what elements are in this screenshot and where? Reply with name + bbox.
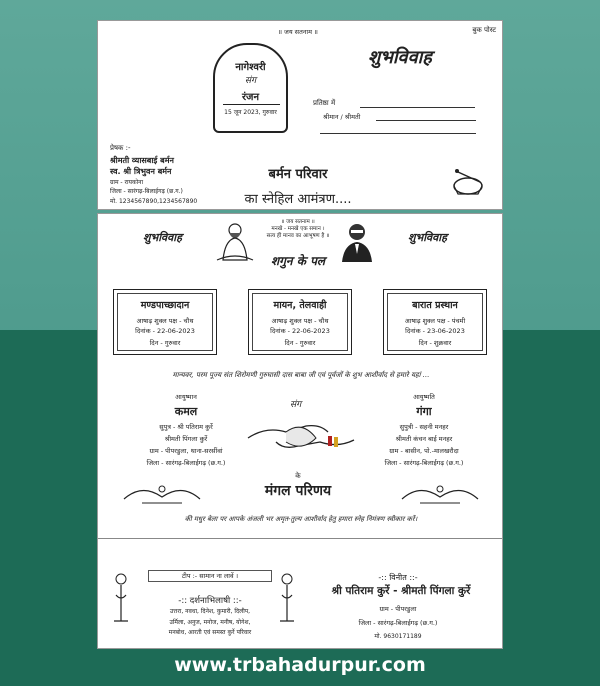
event-line: दिनांक - 22-06-2023 — [270, 327, 330, 335]
event-line: दिन - गुरुवार — [284, 339, 316, 347]
vinit-heading: -:: विनीत ::- — [378, 573, 418, 582]
event-title: मण्डपाच्छादान — [140, 300, 190, 311]
website-url: www.trbahadurpur.com — [174, 654, 426, 676]
vinit-detail: ग्राम - पीपरडुला — [379, 605, 417, 613]
names-line: मनबोध, आरती एवं समस्त कुर्रे परिवार — [168, 629, 252, 636]
darshanabhilashi-names — [138, 607, 282, 639]
nameplate-groom: नागेश्वरी — [235, 62, 266, 73]
sender-label: प्रेषक :- — [110, 144, 131, 152]
groom-detail: जिला - सारंगढ़-बिलाईगढ़ (छ.ग.) — [146, 459, 226, 467]
sender-line: मो. 1234567890,1234567890 — [110, 198, 198, 205]
invitation-card — [97, 213, 503, 649]
pratishtha-label: प्रतिष्ठा में — [313, 99, 336, 107]
address-line-3 — [320, 133, 476, 134]
jay-satnam-bottom: ॥ जय सतनाम ॥ — [281, 219, 315, 225]
vinit-detail: जिला - सारंगढ़-बिलाईगढ़ (छ.ग.) — [358, 619, 438, 627]
shubh-vivah-left: शुभविवाह — [143, 231, 182, 244]
groom-detail: ग्राम - पीपरडुला, थाना-सरसींवां — [149, 447, 223, 455]
bride-name: गंगा — [416, 405, 432, 418]
event-line: आषाढ़ शुक्ल पक्ष - पंचमी — [404, 317, 466, 325]
groom-detail: सुपुत्र - श्री पतिराम कुर्रे — [159, 423, 213, 431]
darshanabhilashi-heading: -:: दर्शनाभिलाषी ::- — [178, 596, 242, 606]
event-line: दिनांक - 22-06-2023 — [135, 327, 195, 335]
lamp-right-icon — [276, 571, 298, 631]
event-line: दिन - गुरुवार — [149, 339, 181, 347]
sender-line: ग्राम - रायकोना — [110, 179, 144, 186]
blessing-line: की मधुर बेला पर आपके अंजली भर अमृत-तुल्य आशीर्वाद हेतु हमारा स्नेह निमंत्रण स्वीकार करें। — [184, 515, 418, 523]
couple-nameplate — [213, 43, 288, 133]
mangal-parinay-title: मंगल परिणय — [264, 483, 332, 499]
address-line-1 — [360, 107, 475, 108]
groom-heading: आयुष्मान — [175, 393, 197, 401]
ornament-right-icon — [400, 479, 480, 505]
sender-line: श्रीमती व्यासबाई बर्मन — [110, 156, 174, 165]
bride-heading: आयुष्मति — [413, 393, 435, 401]
ornament-left-icon — [122, 479, 202, 505]
shubh-vivah-logo: शुभविवाह — [368, 47, 432, 68]
groom-name: कमल — [174, 405, 198, 418]
nameplate-sang: संग — [244, 76, 257, 86]
address-line-2 — [376, 120, 476, 121]
sender-line: जिला - सारंगढ़-बिलाईगढ़ (छ.ग.) — [110, 188, 183, 195]
lamp-left-icon — [110, 571, 132, 631]
ke-label: के — [295, 472, 301, 480]
shriman-label: श्रीमान / श्रीमती — [323, 113, 361, 121]
event-box-barat — [383, 289, 487, 355]
event-line: दिन - शुक्रवार — [418, 339, 452, 347]
bride-detail: ग्राम - बासीन, पो.-मालखरौदा — [389, 447, 459, 455]
nameplate-rule — [223, 104, 280, 105]
blessing-banner: मान्यवर, परम पूज्य संत शिरोमणी गुरुघासी दास बाबा जी एवं पूर्वजों के शुभ आशीर्वाद से हमारे यहां ... — [172, 371, 430, 379]
sender-line: स्व. श्री त्रिभुवन बर्मन — [110, 167, 172, 176]
names-line: उर्मिला, अनुज, मनोज, मनीष, योगेश, — [169, 618, 251, 626]
event-title: बारात प्रस्थान — [412, 300, 458, 311]
tip-note: टीप :- सामान ना लावें । — [148, 570, 272, 582]
bride-detail: श्रीमती कंचन बाई मनहर — [395, 435, 453, 443]
event-line: दिनांक - 23-06-2023 — [405, 327, 465, 335]
family-name: बर्मन परिवार — [268, 167, 328, 182]
sang-label: संग — [290, 400, 302, 410]
names-line: उत्तरा, नवधा, दिनेश, कुमारी, दिलीप, — [169, 608, 251, 615]
invitation-line: का स्नेहिल आमंत्रण.... — [244, 192, 352, 207]
event-box-mayan — [248, 289, 352, 355]
envelope-card — [97, 20, 503, 210]
quote-line: सत्य ही मानव का आभूषण है ॥ — [266, 233, 330, 239]
vinit-detail: मो. 9630171189 — [374, 633, 422, 640]
shagun-ke-pal-title: शगुन के पल — [270, 254, 326, 268]
bride-detail: जिला - सारंगढ़-बिलाईगढ़ (छ.ग.) — [384, 459, 464, 467]
event-title: मायन, तेलवाही — [273, 300, 327, 311]
vinit-name: श्री पतिराम कुर्रे - श्रीमती पिंगला कुर्रे — [331, 585, 471, 597]
jay-satnam-top: ॥ जय सतनाम ॥ — [278, 28, 318, 36]
section-divider — [98, 538, 502, 539]
event-box-mandap — [113, 289, 217, 355]
bride-detail: सुपुत्री - सहनी मनहर — [399, 423, 449, 431]
nameplate-bride: रंजन — [241, 92, 260, 103]
groom-detail: श्रीमती पिंगला कुर्रे — [164, 435, 208, 443]
event-line: आषाढ़ शुक्ल पक्ष - चौथ — [271, 317, 329, 325]
nameplate-date: 15 जून 2023, गुरुवार — [224, 109, 277, 116]
quote-line: मनखे - मनखे एक समान । — [271, 226, 325, 232]
shubh-vivah-right: शुभविवाह — [408, 231, 447, 244]
book-post-label: बुक पोस्ट — [472, 26, 496, 34]
event-line: आषाढ़ शुक्ल पक्ष - चौथ — [136, 317, 194, 325]
quote — [248, 226, 348, 240]
drum-icon — [448, 164, 488, 198]
